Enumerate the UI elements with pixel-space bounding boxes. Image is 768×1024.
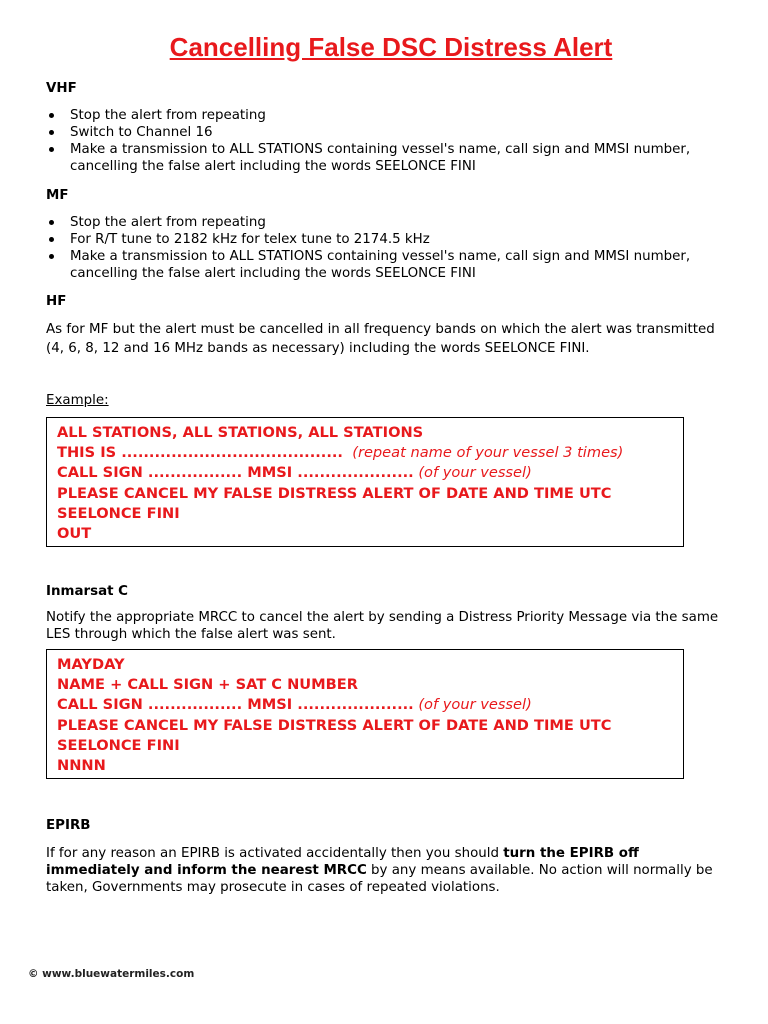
hf-paragraph: As for MF but the alert must be cancelled in all frequency bands on which the alert was transmitted (4, 6, 8, 12 and 16 MHz bands as necessary) including the words SEELONCE FINI.	[46, 322, 715, 356]
mf-heading: MF	[46, 188, 69, 203]
list-item: For R/T tune to 2182 kHz for telex tune to 2174.5 kHz	[46, 231, 736, 248]
hf-heading: HF	[46, 294, 67, 309]
message-line: MAYDAY	[57, 656, 125, 673]
message-line: NNNN	[57, 757, 106, 775]
example-label: Example:	[46, 393, 109, 408]
message-line: NAME + CALL SIGN + SAT C NUMBER	[57, 676, 359, 694]
inmarsat-box	[46, 649, 684, 779]
example-line: ALL STATIONS, ALL STATIONS, ALL STATIONS	[57, 424, 424, 441]
inmarsat-heading: Inmarsat C	[46, 584, 129, 599]
message-line: PLEASE CANCEL MY FALSE DISTRESS ALERT OF DATE AND TIME UTC	[57, 716, 612, 734]
list-item: Stop the alert from repeating	[46, 107, 736, 124]
inmarsat-paragraph: Notify the appropriate MRCC to cancel the alert by sending a Distress Priority Message via the same LES through which the false alert was sent.	[46, 610, 719, 642]
mf-list	[46, 214, 736, 282]
example-line: SEELONCE FINI	[57, 504, 180, 522]
epirb-heading: EPIRB	[46, 818, 91, 833]
example-box	[46, 417, 684, 547]
list-item: Make a transmission to ALL STATIONS containing vessel's name, call sign and MMSI number, cancelling the false alert including the words SEELONCE FINI	[46, 141, 736, 175]
epirb-paragraph: If for any reason an EPIRB is activated accidentally then you should turn the EPIRB off immediately and inform the nearest MRCC by any means available. No action will normally be taken, Governments may prosecute in cases of repeated violations.	[46, 846, 713, 895]
list-item: Make a transmission to ALL STATIONS containing vessel's name, call sign and MMSI number, cancelling the false alert including the words SEELONCE FINI	[46, 248, 736, 282]
message-line: CALL SIGN ................. MMSI ..................... (of your vessel)	[57, 696, 532, 714]
page-title: Cancelling False DSC Distress Alert	[169, 32, 613, 62]
vhf-heading: VHF	[46, 81, 77, 96]
footer-copyright: © www.bluewatermiles.com	[28, 968, 195, 980]
example-line: THIS IS ........................................ (repeat name of your vessel 3 times)	[57, 444, 624, 462]
message-line: SEELONCE FINI	[57, 736, 180, 754]
example-line: CALL SIGN ................. MMSI ..................... (of your vessel)	[57, 464, 532, 482]
list-item: Stop the alert from repeating	[46, 214, 736, 231]
list-item: Switch to Channel 16	[46, 124, 736, 141]
vhf-list	[46, 107, 736, 175]
example-line: PLEASE CANCEL MY FALSE DISTRESS ALERT OF DATE AND TIME UTC	[57, 484, 612, 502]
example-line: OUT	[57, 525, 92, 543]
